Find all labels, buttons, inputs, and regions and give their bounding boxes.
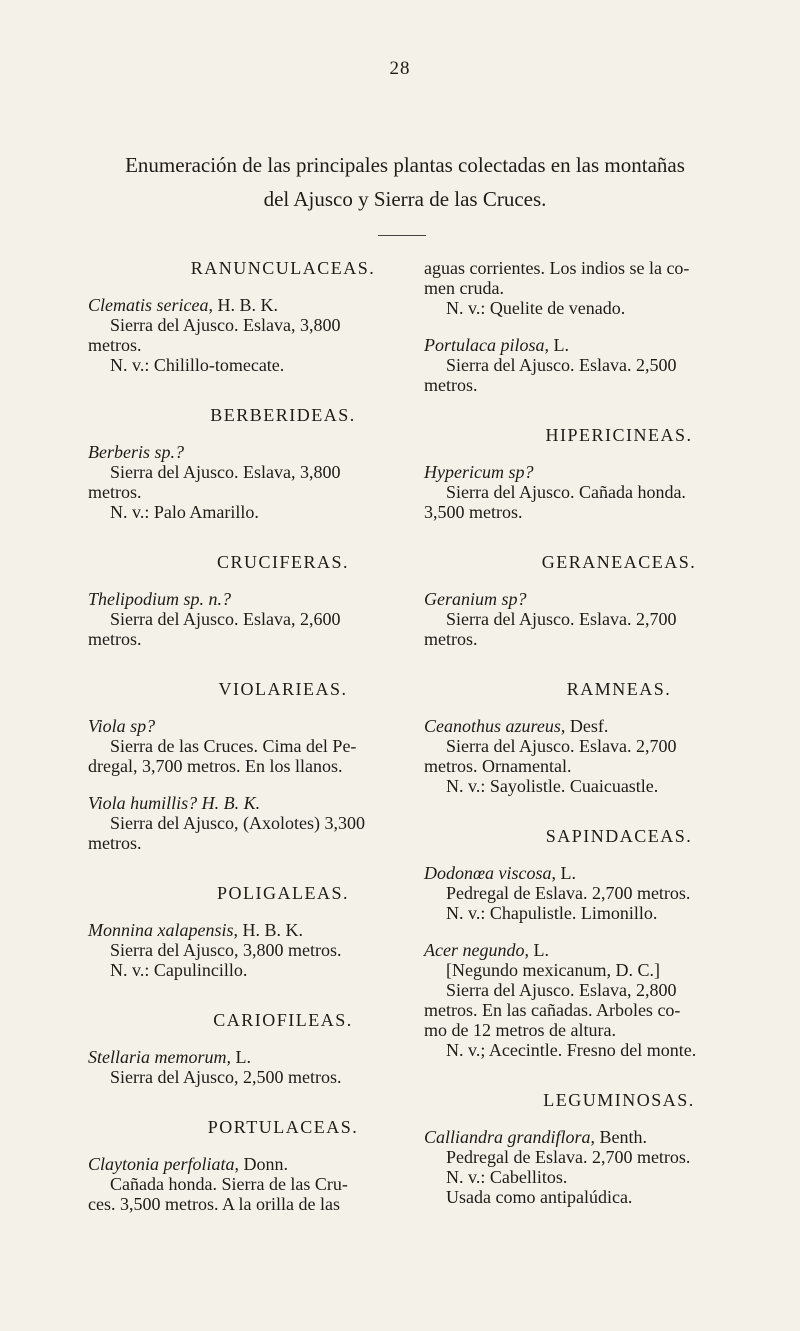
entry-text-line: Sierra del Ajusco. Cañada honda. [446, 482, 686, 502]
species-name: Hypericum sp? [424, 462, 534, 482]
species-name-line [424, 940, 800, 960]
entry-text-line: metros. En las cañadas. Arboles co- [424, 1000, 681, 1020]
entry-text-line: Usada como antipalúdica. [446, 1187, 633, 1207]
section [88, 552, 478, 649]
entry-text-line: Sierra del Ajusco. Eslava. 2,500 [446, 355, 677, 375]
entry-text-line: men cruda. [424, 278, 504, 298]
section-heading: VIOLARIEAS. [218, 679, 348, 699]
species-entry [424, 335, 800, 395]
species-name-line [88, 442, 478, 462]
species-name: Berberis sp.? [88, 442, 184, 462]
entry-text-line: Sierra del Ajusco, 3,800 metros. [110, 940, 342, 960]
species-name: Dodonœa viscosa [424, 863, 552, 883]
entry-text-line: Sierra del Ajusco. Eslava, 2,800 [446, 980, 677, 1000]
species-entry [88, 442, 478, 522]
species-name-line [88, 295, 478, 315]
species-entry [88, 716, 478, 776]
species-entry [88, 589, 478, 649]
entry-text-line: metros. [424, 629, 478, 649]
section-heading: RANUNCULACEAS. [190, 258, 376, 278]
species-entry [88, 295, 478, 375]
section [424, 679, 800, 796]
entry-text-line: N. v.: Quelite de venado. [446, 298, 626, 318]
species-name: Portulaca pilosa [424, 335, 545, 355]
species-entry [424, 940, 800, 1060]
entry-text-line: N. v.: Sayolistle. Cuaicuastle. [446, 776, 659, 796]
entry-text-line: Sierra del Ajusco. Eslava, 3,800 [110, 462, 341, 482]
section-heading: CRUCIFERAS. [216, 552, 350, 572]
entry-text-line: Pedregal de Eslava. 2,700 metros. [446, 1147, 691, 1167]
section [424, 552, 800, 649]
page-number: 28 [389, 58, 411, 79]
species-author: , Benth. [590, 1127, 648, 1147]
species-author: , H. B. K. [208, 295, 278, 315]
section [88, 405, 478, 522]
species-entry [424, 589, 800, 649]
species-entry [424, 258, 800, 318]
entry-text-line: aguas corrientes. Los indios se la co- [424, 258, 690, 278]
title-line: del Ajusco y Sierra de las Cruces. [263, 187, 547, 211]
entry-text-line: N. v.: Chilillo-tomecate. [110, 355, 285, 375]
species-name-line [88, 716, 478, 736]
section-heading: HIPERICINEAS. [545, 425, 693, 445]
entry-text-line: metros. [424, 375, 478, 395]
section [88, 883, 478, 980]
section [88, 679, 478, 853]
species-entry [88, 920, 478, 980]
section-heading: PORTULACEAS. [207, 1117, 359, 1137]
species-name-line [424, 863, 800, 883]
entry-text-line: metros. Ornamental. [424, 756, 572, 776]
left-column [88, 258, 478, 1244]
species-name-line [88, 920, 478, 940]
entry-text-line: metros. [88, 833, 142, 853]
section-heading: GERANEACEAS. [541, 552, 697, 572]
section-heading: BERBERIDEAS. [210, 405, 356, 425]
section-heading: LEGUMINOSAS. [543, 1090, 695, 1110]
species-name: Geranium sp? [424, 589, 527, 609]
species-author: , L. [551, 863, 576, 883]
entry-text-line: dregal, 3,700 metros. En los llanos. [88, 756, 343, 776]
species-name: Viola sp? [88, 716, 156, 736]
entry-text-line: N. v.: Chapulistle. Limonillo. [446, 903, 658, 923]
section [424, 425, 800, 522]
species-author: , L. [524, 940, 549, 960]
section-heading: SAPINDACEAS. [545, 826, 693, 846]
entry-text-line: N. v.; Acecintle. Fresno del monte. [446, 1040, 697, 1060]
species-name: Claytonia perfoliata [88, 1154, 235, 1174]
entry-text-line: metros. [88, 629, 142, 649]
section-heading: POLIGALEAS. [217, 883, 349, 903]
species-name: Stellaria memorum [88, 1047, 227, 1067]
entry-text-line: N. v.: Cabellitos. [446, 1167, 568, 1187]
entry-text-line: Sierra del Ajusco, 2,500 metros. [110, 1067, 342, 1087]
species-name-line [424, 589, 800, 609]
section [424, 258, 800, 395]
species-entry [424, 1127, 800, 1207]
species-author: , L. [226, 1047, 251, 1067]
species-name: Viola humillis? H. B. K. [88, 793, 261, 813]
species-entry [88, 1047, 478, 1087]
entry-text-line: metros. [88, 482, 142, 502]
species-name: Acer negundo [424, 940, 525, 960]
species-name: Thelipodium sp. n.? [88, 589, 232, 609]
section [424, 1090, 800, 1207]
entry-text-line: Cañada honda. Sierra de las Cru- [110, 1174, 348, 1194]
right-column [424, 258, 800, 1237]
entry-text-line: Sierra del Ajusco. Eslava. 2,700 [446, 609, 677, 629]
species-author: , L. [544, 335, 569, 355]
species-name-line [424, 1127, 800, 1147]
species-author: , Desf. [560, 716, 609, 736]
entry-text-line: [Negundo mexicanum, D. C.] [446, 960, 660, 980]
entry-text-line: ces. 3,500 metros. A la orilla de las [88, 1194, 340, 1214]
species-entry [88, 793, 478, 853]
title-line: Enumeración de las principales plantas colectadas en las montañas [125, 153, 685, 177]
species-author: , Donn. [234, 1154, 288, 1174]
entry-text-line: 3,500 metros. [424, 502, 523, 522]
section [424, 826, 800, 1060]
species-name: Ceanothus azureus [424, 716, 561, 736]
species-name: Monnina xalapensis [88, 920, 234, 940]
species-name: Clematis sericea [88, 295, 209, 315]
entry-text-line: N. v.: Palo Amarillo. [110, 502, 259, 522]
species-entry [88, 1154, 478, 1214]
section-heading: CARIOFILEAS. [213, 1010, 353, 1030]
entry-text-line: Sierra del Ajusco, (Axolotes) 3,300 [110, 813, 365, 833]
section [88, 258, 478, 375]
entry-text-line: Sierra del Ajusco. Eslava. 2,700 [446, 736, 677, 756]
species-name-line [424, 335, 800, 355]
species-name-line [88, 1047, 478, 1067]
entry-text-line: metros. [88, 335, 142, 355]
entry-text-line: N. v.: Capulincillo. [110, 960, 248, 980]
species-name-line [88, 1154, 478, 1174]
entry-text-line: Pedregal de Eslava. 2,700 metros. [446, 883, 691, 903]
section [88, 1117, 478, 1214]
entry-text-line: Sierra del Ajusco. Eslava, 3,800 [110, 315, 341, 335]
section-heading: RAMNEAS. [566, 679, 672, 699]
species-name-line [88, 793, 478, 813]
title-divider [378, 235, 426, 236]
species-entry [424, 863, 800, 923]
species-entry [424, 716, 800, 796]
species-name-line [424, 462, 800, 482]
entry-text-line: Sierra de las Cruces. Cima del Pe- [110, 736, 357, 756]
page-title [60, 148, 750, 216]
entry-text-line: mo de 12 metros de altura. [424, 1020, 616, 1040]
entry-text-line: Sierra del Ajusco. Eslava, 2,600 [110, 609, 341, 629]
species-name-line [88, 589, 478, 609]
species-entry [424, 462, 800, 522]
species-name: Calliandra grandiflora [424, 1127, 591, 1147]
section [88, 1010, 478, 1087]
species-name-line [424, 716, 800, 736]
species-author: , H. B. K. [233, 920, 304, 940]
